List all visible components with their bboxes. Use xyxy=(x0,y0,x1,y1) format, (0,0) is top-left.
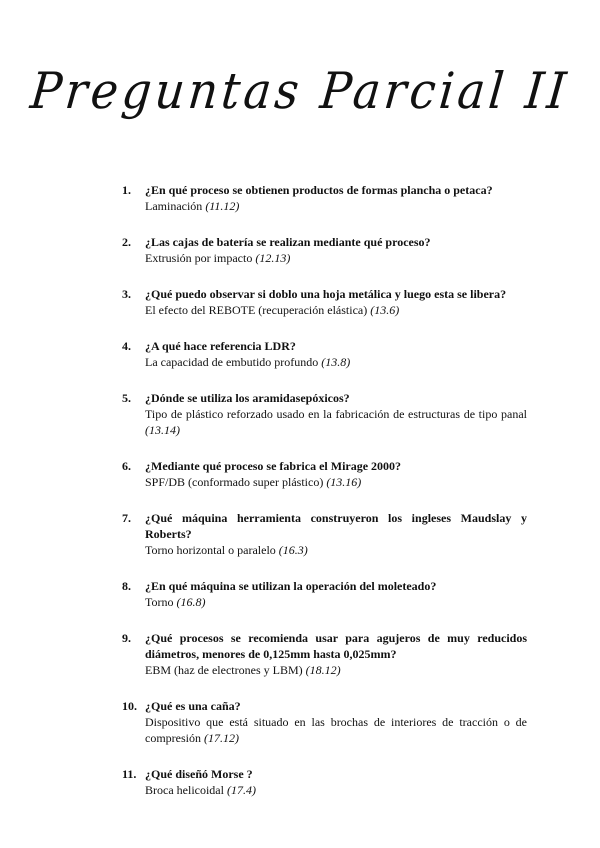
question-text: ¿Qué procesos se recomienda usar para agujeros de muy reducidos diámetros, menores de 0,125mm hasta 0,025mm? xyxy=(145,631,527,661)
answer-text: Dispositivo que está situado en las brochas de interiores de tracción o de compresión xyxy=(145,715,527,745)
answer-text: Broca helicoidal xyxy=(145,783,224,797)
question-text: ¿En qué máquina se utilizan la operación del moleteado? xyxy=(145,579,437,593)
answer-text: Tipo de plástico reforzado usado en la fabricación de estructuras de tipo panal xyxy=(145,407,527,421)
reference-code: (12.13) xyxy=(255,251,291,265)
answer-line xyxy=(145,594,527,610)
question-item xyxy=(122,458,527,490)
reference-code: (17.4) xyxy=(226,783,256,797)
question-item xyxy=(122,766,527,798)
question-item xyxy=(122,338,527,370)
answer-line xyxy=(145,714,527,746)
question-text: ¿Dónde se utiliza los aramidasepóxicos? xyxy=(145,391,350,405)
answer-text: EBM (haz de electrones y LBM) xyxy=(145,663,303,677)
answer-line xyxy=(145,406,527,438)
answer-line xyxy=(145,474,527,490)
question-text: ¿Las cajas de batería se realizan mediante qué proceso? xyxy=(145,235,431,249)
answer-line xyxy=(145,662,527,678)
question-text: ¿Qué diseñó Morse ? xyxy=(145,767,253,781)
question-text: ¿Qué es una caña? xyxy=(145,699,241,713)
question-number: 4. xyxy=(122,339,131,353)
question-item xyxy=(122,630,527,678)
question-text: ¿Mediante qué proceso se fabrica el Mirage 2000? xyxy=(145,459,402,473)
question-number: 10. xyxy=(122,699,137,713)
reference-code: (13.16) xyxy=(326,475,362,489)
answer-text: El efecto del REBOTE (recuperación elástica) xyxy=(145,303,368,317)
answer-line xyxy=(145,250,527,266)
question-item xyxy=(122,698,527,746)
question-number: 1. xyxy=(122,183,131,197)
question-item xyxy=(122,578,527,610)
reference-code: (16.3) xyxy=(278,543,308,557)
question-text: ¿En qué proceso se obtienen productos de formas plancha o petaca? xyxy=(145,183,493,197)
answer-line xyxy=(145,782,527,798)
reference-code: (18.12) xyxy=(305,663,341,677)
reference-code: (16.8) xyxy=(176,595,206,609)
answer-text: Extrusión por impacto xyxy=(145,251,253,265)
answer-line xyxy=(145,198,527,214)
answer-text: Torno xyxy=(145,595,174,609)
reference-code: (17.12) xyxy=(204,731,239,745)
answer-line xyxy=(145,354,527,370)
question-number: 8. xyxy=(122,579,131,593)
question-list xyxy=(122,182,527,818)
answer-text: La capacidad de embutido profundo xyxy=(145,355,319,369)
question-item xyxy=(122,510,527,558)
reference-code: (13.14) xyxy=(145,423,180,437)
answer-text: Torno horizontal o paralelo xyxy=(145,543,276,557)
page-title: Preguntas Parcial II xyxy=(27,62,573,120)
question-number: 2. xyxy=(122,235,131,249)
question-number: 11. xyxy=(122,767,137,781)
question-text: ¿Qué puedo observar si doblo una hoja metálica y luego esta se libera? xyxy=(145,287,507,301)
question-number: 7. xyxy=(122,511,131,525)
question-number: 5. xyxy=(122,391,131,405)
answer-line xyxy=(145,542,527,558)
question-number: 3. xyxy=(122,287,131,301)
question-text: ¿Qué máquina herramienta construyeron los ingleses Maudslay y Roberts? xyxy=(145,511,527,541)
question-number: 9. xyxy=(122,631,131,645)
question-item xyxy=(122,286,527,318)
answer-text: Laminación xyxy=(145,199,203,213)
reference-code: (13.6) xyxy=(370,303,400,317)
question-text: ¿A qué hace referencia LDR? xyxy=(145,339,296,353)
question-item xyxy=(122,390,527,438)
answer-text: SPF/DB (conformado super plástico) xyxy=(145,475,324,489)
question-item xyxy=(122,182,527,214)
question-item xyxy=(122,234,527,266)
answer-line xyxy=(145,302,527,318)
question-number: 6. xyxy=(122,459,131,473)
reference-code: (13.8) xyxy=(321,355,351,369)
reference-code: (11.12) xyxy=(205,199,240,213)
